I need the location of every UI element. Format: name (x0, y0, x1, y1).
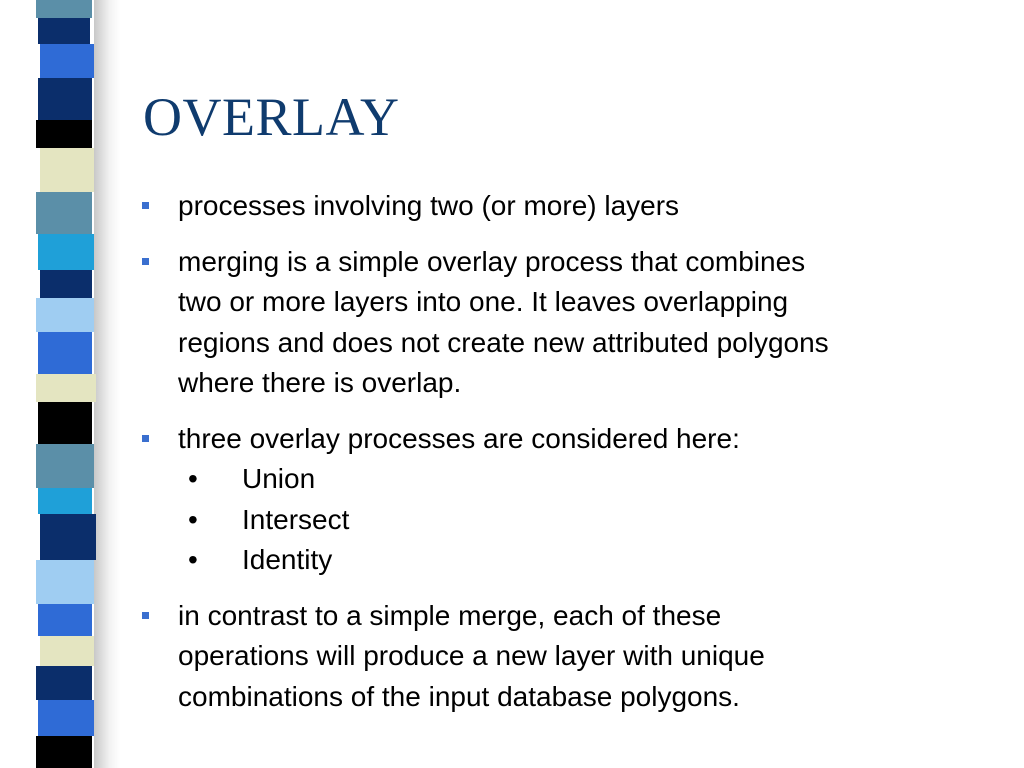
sub-item-label: Identity (242, 544, 333, 575)
square-bullet-icon (142, 258, 149, 265)
stripe-block (36, 444, 94, 488)
stripe-block (36, 736, 92, 768)
stripe-block (38, 78, 92, 120)
sub-item (178, 540, 1000, 581)
dot-bullet-icon: • (188, 544, 198, 575)
sub-item-label: Union (242, 463, 316, 494)
sub-item (178, 459, 1000, 500)
stripe-block (38, 402, 92, 444)
square-bullet-icon (142, 202, 149, 209)
dot-bullet-icon: • (188, 503, 198, 535)
stripe-block (38, 18, 90, 44)
slide-body (140, 186, 1000, 732)
slide-title: OVERLAY (143, 87, 400, 147)
bullet-text: processes involving two (or more) layers (178, 190, 680, 221)
stripe-block (36, 666, 92, 700)
stripe-block (36, 0, 92, 18)
stripe-block (36, 192, 92, 234)
bullet-text: merging is a simple overlay process that combines two or more layers into one. It leaves overlapping regions and does not create new attributed polygons where there is overlap. (178, 245, 829, 398)
stripe-block (36, 374, 96, 402)
stripe-block (36, 560, 94, 604)
square-bullet-icon (142, 612, 149, 619)
stripe-block (40, 514, 96, 560)
stripe-block (36, 120, 92, 148)
stripe-block (38, 700, 94, 736)
sub-list (178, 459, 1000, 581)
sub-item-label: Intersect (242, 503, 350, 535)
sub-item (178, 500, 1000, 541)
stripe-block (40, 148, 94, 192)
bullet-text: in contrast to a simple merge, each of these operations will produce a new layer with unique combinations of the input database polygons. (178, 599, 765, 712)
bullet-item (140, 242, 1000, 404)
stripe-block (38, 332, 92, 374)
dot-bullet-icon: • (188, 463, 198, 494)
stripe-block (36, 298, 94, 332)
stripe-block (40, 636, 94, 666)
bullet-item (140, 419, 1000, 581)
stripe-block (40, 270, 92, 298)
bullet-item (140, 186, 1000, 227)
square-bullet-icon (142, 435, 149, 442)
stripe-block (40, 44, 94, 78)
bullet-item (140, 596, 1000, 718)
stripe-block (38, 488, 92, 514)
stripe-block (38, 604, 92, 636)
stripe-block (38, 234, 94, 270)
decorative-stripe (0, 0, 100, 768)
bullet-text: three overlay processes are considered here: (178, 422, 740, 454)
